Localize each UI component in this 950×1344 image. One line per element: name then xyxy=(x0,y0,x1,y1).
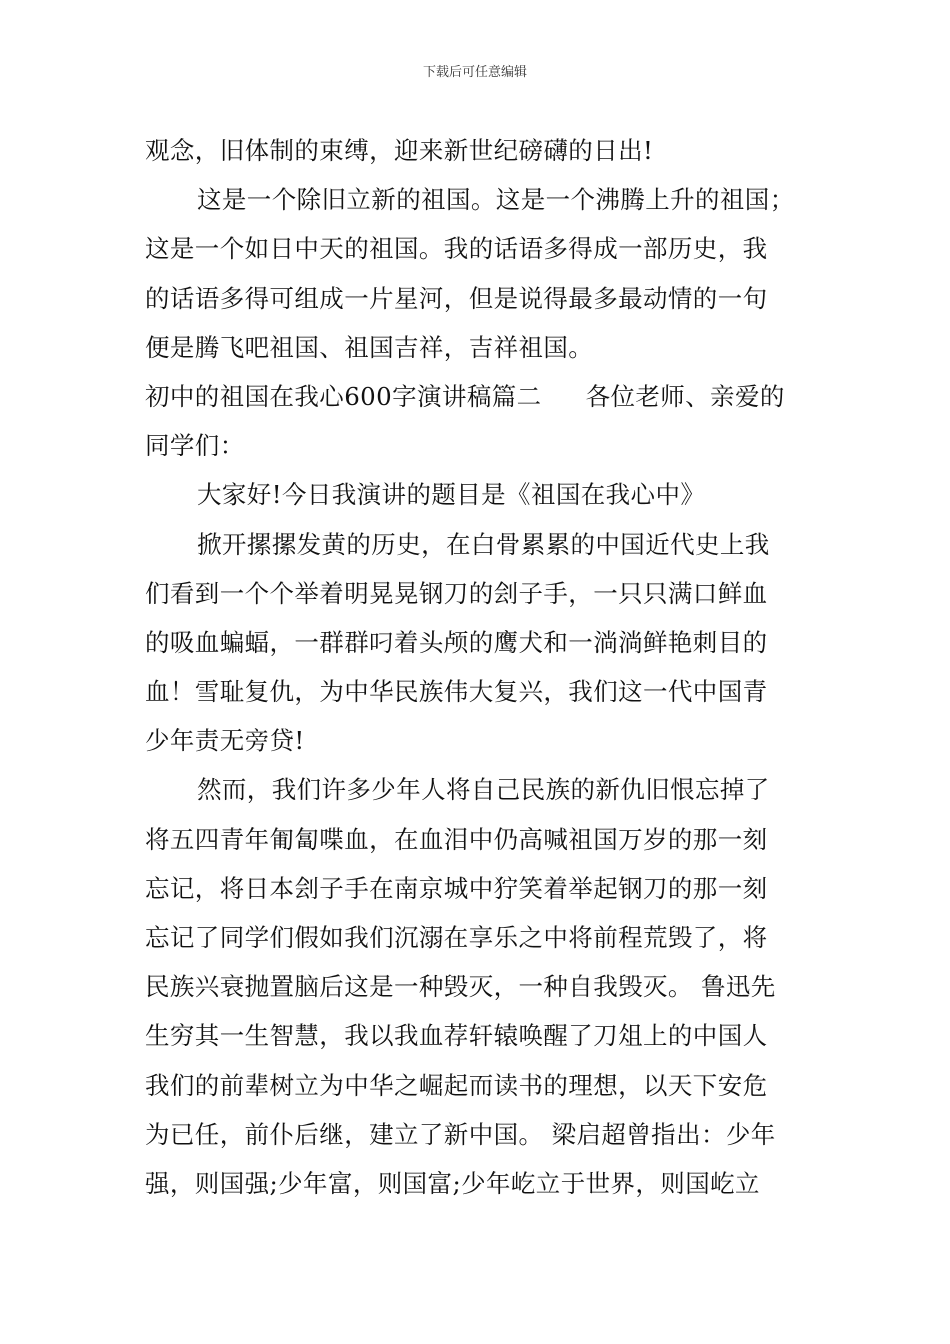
text-line: 将五四青年匍匐喋血，在血泪中仍高喊祖国万岁的那一刻 xyxy=(145,824,768,854)
text-line: 们看到一个个举着明晃晃钢刀的刽子手，一只只满口鲜血 xyxy=(145,578,768,608)
paragraph-line: 然而，我们许多少年人将自己民族的新仇旧恨忘掉了 xyxy=(197,775,770,805)
text-line: 为已任，前仆后继，建立了新中国。 梁启超曾指出：少年 xyxy=(145,1119,776,1149)
text-line: 我们的前辈树立为中华之崛起而读书的理想，以天下安危 xyxy=(145,1070,768,1100)
text-line: 便是腾飞吧祖国、祖国吉祥，吉祥祖国。 xyxy=(145,332,594,362)
text-line: 忘记了同学们假如我们沉溺在享乐之中将前程荒毁了，将 xyxy=(145,923,768,952)
text-line: 血！雪耻复仇，为中华民族伟大复兴，我们这一代中国青 xyxy=(145,677,768,707)
text-line: 生穷其一生智慧，我以我血荐轩辕唤醒了刀俎上的中国人 xyxy=(145,1021,768,1051)
text-line: 强，则国强;少年富，则国富;少年屹立于世界，则国屹立 xyxy=(145,1168,760,1198)
text-line: 民族兴衰抛置脑后这是一种毁灭，一种自我毁灭。 鲁迅先 xyxy=(145,972,776,1002)
text-line: 的吸血蝙蝠，一群群叼着头颅的鹰犬和一淌淌鲜艳刺目的 xyxy=(145,627,768,657)
text-line: 忘记，将日本刽子手在南京城中狞笑着举起钢刀的那一刻 xyxy=(145,873,768,903)
text-line: 观念，旧体制的束缚，迎来新世纪磅礴的日出! xyxy=(145,136,654,165)
page-header: 下载后可任意编辑 xyxy=(422,65,527,80)
section-title: 初中的祖国在我心600字演讲稿篇二 xyxy=(145,381,542,411)
paragraph-line: 大家好!今日我演讲的题目是《祖国在我心中》 xyxy=(197,480,706,510)
paragraph-line: 这是一个除旧立新的祖国。这是一个沸腾上升的祖国； xyxy=(197,185,795,215)
text-line: 这是一个如日中天的祖国。我的话语多得成一部历史，我 xyxy=(145,234,768,264)
document-body xyxy=(145,126,810,1208)
paragraph-line: 掀开摞摞发黄的历史，在白骨累累的中国近代史上我 xyxy=(197,529,770,559)
section-heading-line xyxy=(145,372,810,421)
salutation-start: 各位老师、亲爱的 xyxy=(585,381,785,411)
text-line: 的话语多得可组成一片星河，但是说得最多最动情的一句 xyxy=(145,283,768,313)
text-line: 少年责无旁贷! xyxy=(145,726,305,756)
text-line: 同学们： xyxy=(145,431,245,461)
